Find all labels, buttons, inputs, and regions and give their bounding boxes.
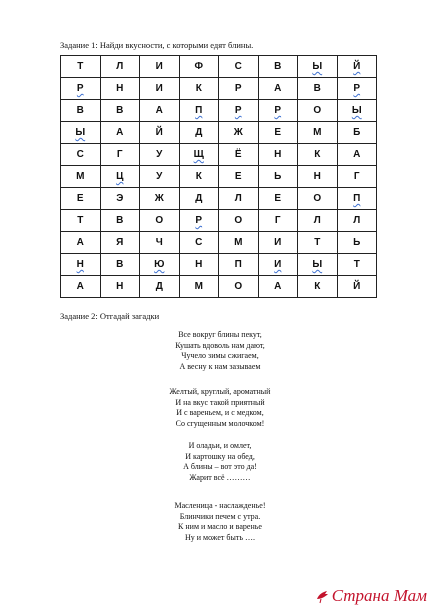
grid-cell: О bbox=[219, 210, 259, 232]
grid-cell: К bbox=[179, 78, 219, 100]
grid-cell: А bbox=[258, 78, 298, 100]
grid-cell: П bbox=[179, 100, 219, 122]
grid-cell: С bbox=[61, 144, 101, 166]
word-search-grid bbox=[60, 55, 377, 298]
grid-row bbox=[61, 144, 377, 166]
riddle-line: Чучело зимы сжигаем, bbox=[181, 351, 259, 360]
riddle-line: И на вкус такой приятный bbox=[175, 397, 265, 407]
grid-cell: Ь bbox=[337, 232, 377, 254]
grid-cell: И bbox=[258, 254, 298, 276]
grid-cell: Ё bbox=[219, 144, 259, 166]
grid-row bbox=[61, 254, 377, 276]
grid-cell: А bbox=[100, 122, 140, 144]
grid-row bbox=[61, 232, 377, 254]
grid-cell: Б bbox=[337, 122, 377, 144]
grid-cell: Й bbox=[337, 276, 377, 298]
grid-cell: К bbox=[298, 144, 338, 166]
grid-cell: Е bbox=[258, 122, 298, 144]
grid-row bbox=[61, 166, 377, 188]
riddle-line: К ним и масло и варенье bbox=[178, 522, 262, 531]
grid-cell: Й bbox=[337, 56, 377, 78]
grid-cell: О bbox=[298, 100, 338, 122]
riddle-line: Желтый, круглый, ароматный bbox=[169, 387, 271, 396]
riddle-line: Масленица - наслажденье! bbox=[174, 501, 266, 510]
grid-cell: А bbox=[61, 276, 101, 298]
grid-cell: Р bbox=[179, 210, 219, 232]
riddle-line: Блинчики печем с утра. bbox=[179, 511, 261, 521]
grid-row bbox=[61, 210, 377, 232]
grid-cell: Н bbox=[258, 144, 298, 166]
grid-cell: Т bbox=[337, 254, 377, 276]
grid-cell: У bbox=[140, 144, 180, 166]
grid-cell: Л bbox=[337, 210, 377, 232]
riddle-line: И с вареньем, и с медком, bbox=[176, 408, 264, 417]
grid-cell: Н bbox=[298, 166, 338, 188]
riddle-2 bbox=[120, 387, 320, 429]
grid-cell: Ж bbox=[219, 122, 259, 144]
task2-title: Задание 2: Отгадай загадки bbox=[60, 311, 160, 321]
grid-cell: Я bbox=[100, 232, 140, 254]
riddle-line: Со сгущенным молочком! bbox=[175, 418, 265, 428]
grid-cell: Ф bbox=[179, 56, 219, 78]
grid-cell: Т bbox=[298, 232, 338, 254]
riddle-1 bbox=[120, 330, 320, 372]
grid-cell: В bbox=[258, 56, 298, 78]
grid-cell: Е bbox=[219, 166, 259, 188]
grid-cell: Т bbox=[61, 56, 101, 78]
riddle-line: А блины – вот это да! bbox=[183, 462, 257, 471]
grid-cell: П bbox=[337, 188, 377, 210]
grid-cell: Р bbox=[219, 100, 259, 122]
riddle-line: И картошку на обед, bbox=[185, 451, 255, 461]
grid-cell: А bbox=[140, 100, 180, 122]
grid-cell: Щ bbox=[179, 144, 219, 166]
grid-row bbox=[61, 188, 377, 210]
grid-cell: Ы bbox=[298, 254, 338, 276]
riddle-line: Все вокруг блины пекут, bbox=[178, 330, 262, 339]
riddle-line: Жарит всё ……… bbox=[189, 472, 251, 482]
grid-cell: У bbox=[140, 166, 180, 188]
grid-cell: Г bbox=[100, 144, 140, 166]
grid-cell: М bbox=[61, 166, 101, 188]
grid-cell: П bbox=[219, 254, 259, 276]
grid-row bbox=[61, 276, 377, 298]
grid-cell: В bbox=[100, 254, 140, 276]
grid-cell: Р bbox=[258, 100, 298, 122]
grid-cell: И bbox=[140, 56, 180, 78]
grid-cell: В bbox=[298, 78, 338, 100]
grid-cell: Д bbox=[179, 122, 219, 144]
watermark-text: Страна Мам bbox=[331, 586, 427, 605]
grid-cell: В bbox=[100, 100, 140, 122]
site-watermark bbox=[314, 586, 427, 606]
riddle-line: Ну и может быть …. bbox=[185, 532, 255, 542]
grid-cell: А bbox=[337, 144, 377, 166]
grid-cell: С bbox=[179, 232, 219, 254]
grid-cell: Р bbox=[337, 78, 377, 100]
grid-cell: Л bbox=[100, 56, 140, 78]
grid-cell: И bbox=[140, 78, 180, 100]
grid-cell: Ч bbox=[140, 232, 180, 254]
stork-icon bbox=[314, 588, 330, 604]
riddle-line: А весну к нам зазываем bbox=[179, 361, 261, 371]
grid-cell: С bbox=[219, 56, 259, 78]
grid-cell: И bbox=[258, 232, 298, 254]
grid-cell: Г bbox=[337, 166, 377, 188]
grid-row bbox=[61, 56, 377, 78]
grid-cell: О bbox=[219, 276, 259, 298]
grid-cell: Л bbox=[298, 210, 338, 232]
grid-cell: Н bbox=[61, 254, 101, 276]
grid-cell: Ю bbox=[140, 254, 180, 276]
grid-cell: К bbox=[179, 166, 219, 188]
grid-cell: М bbox=[219, 232, 259, 254]
grid-cell: О bbox=[140, 210, 180, 232]
grid-cell: М bbox=[179, 276, 219, 298]
grid-cell: Ы bbox=[337, 100, 377, 122]
grid-cell: А bbox=[61, 232, 101, 254]
grid-cell: Ы bbox=[298, 56, 338, 78]
grid-cell: Ж bbox=[140, 188, 180, 210]
grid-row bbox=[61, 100, 377, 122]
grid-cell: Д bbox=[179, 188, 219, 210]
grid-cell: Д bbox=[140, 276, 180, 298]
riddle-line: Кушать вдоволь нам дают, bbox=[175, 340, 265, 350]
grid-cell: Е bbox=[61, 188, 101, 210]
grid-cell: В bbox=[61, 100, 101, 122]
grid-cell: Н bbox=[100, 78, 140, 100]
grid-cell: Ц bbox=[100, 166, 140, 188]
grid-cell: В bbox=[100, 210, 140, 232]
riddle-3 bbox=[120, 441, 320, 483]
grid-cell: Ь bbox=[258, 166, 298, 188]
grid-cell: Э bbox=[100, 188, 140, 210]
grid-cell: Л bbox=[219, 188, 259, 210]
grid-cell: Н bbox=[100, 276, 140, 298]
grid-cell: Р bbox=[61, 78, 101, 100]
task1-title: Задание 1: Найди вкусности, с которыми едят блины. bbox=[60, 40, 254, 50]
riddle-4 bbox=[120, 501, 320, 543]
grid-cell: Н bbox=[179, 254, 219, 276]
grid-cell: Г bbox=[258, 210, 298, 232]
grid-cell: Е bbox=[258, 188, 298, 210]
grid-cell: Т bbox=[61, 210, 101, 232]
grid-cell: А bbox=[258, 276, 298, 298]
grid-cell: Й bbox=[140, 122, 180, 144]
grid-row bbox=[61, 78, 377, 100]
grid-cell: Ы bbox=[61, 122, 101, 144]
grid-row bbox=[61, 122, 377, 144]
riddle-line: И оладьи, и омлет, bbox=[188, 441, 252, 450]
grid-cell: К bbox=[298, 276, 338, 298]
grid-cell: О bbox=[298, 188, 338, 210]
grid-cell: Р bbox=[219, 78, 259, 100]
grid-cell: М bbox=[298, 122, 338, 144]
